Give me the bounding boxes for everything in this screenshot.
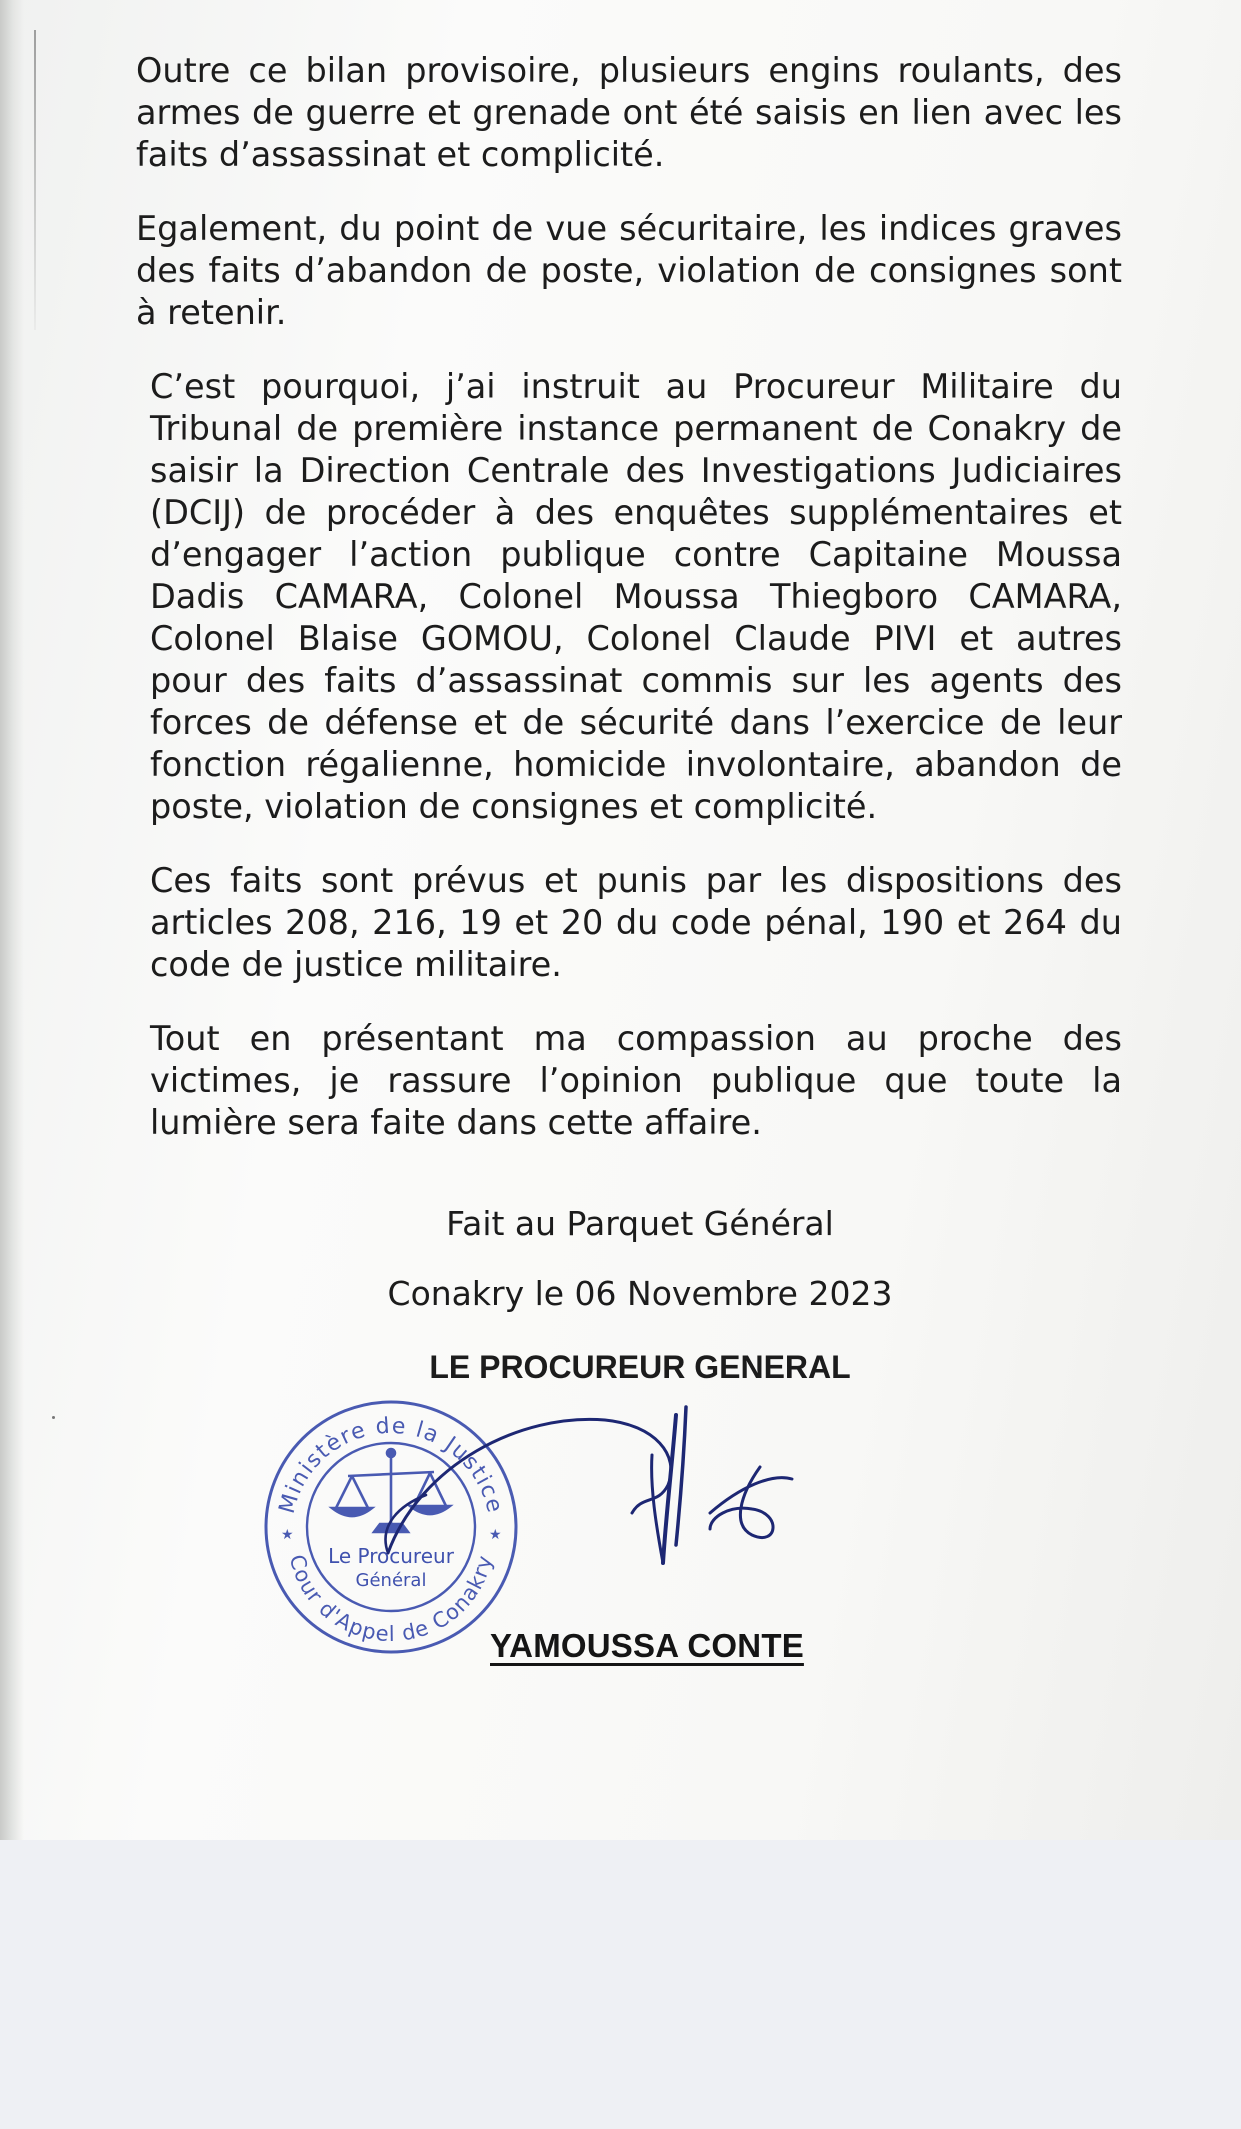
stamp-outer-bottom-text: Cour d'Appel de Conakry [284, 1552, 498, 1647]
signatory-title: LE PROCUREUR GENERAL [429, 1349, 851, 1385]
paragraph-compassion: Tout en présentant ma compassion au proche des victimes, je rassure l’opinion publique que toute la lumière sera faite dans cette affaire. [150, 1019, 1122, 1142]
stamp-inner-line1: Le Procureur [328, 1544, 454, 1568]
handwritten-signature [380, 1395, 800, 1585]
page-edge-line [34, 30, 36, 330]
paragraph-legal-basis: Ces faits sont prévus et punis par les dispositions des articles 208, 216, 19 et 20 du code pénal, 190 et 264 du code de justice militaire. [150, 861, 1122, 984]
paper-speck [52, 1416, 55, 1419]
closing-date: Conakry le 06 Novembre 2023 [387, 1274, 893, 1313]
stamp-outer-top-text: Ministère de la Justice [274, 1413, 508, 1517]
stamp-star-right: ★ [489, 1527, 502, 1543]
closing-place: Fait au Parquet Général [446, 1204, 834, 1243]
stamp-star-left: ★ [281, 1527, 294, 1543]
stamp-inner-line2: Général [355, 1570, 427, 1591]
body-text [136, 50, 1122, 1176]
signatory-name: YAMOUSSA CONTE [490, 1627, 804, 1664]
paragraph-security: Egalement, du point de vue sécuritaire, les indices graves des faits d’abandon de poste, violation de consignes sont à retenir. [136, 209, 1122, 332]
blank-background [0, 1840, 1241, 2129]
page-edge-shadow [0, 0, 24, 1840]
paragraph-seizure: Outre ce bilan provisoire, plusieurs engins roulants, des armes de guerre et grenade ont été saisis en lien avec les faits d’assassinat et complicité. [136, 51, 1122, 174]
paragraph-instruction: C’est pourquoi, j’ai instruit au Procureur Militaire du Tribunal de première instance permanent de Conakry de saisir la Direction Centrale des Investigations Judiciaires (DCIJ) de procéder à des enquêtes supplémentaires et d’engager l’action publique contre Capitaine Moussa Dadis CAMARA, Colonel Moussa Thiegboro CAMARA, Colonel Blaise GOMOU, Colonel Claude PIVI et autres pour des faits d’assassinat commis sur les agents des forces de défense et de sécurité dans l’exercice de leur fonction régalienne, homicide involontaire, abandon de poste, violation de consignes et complicité. [150, 367, 1122, 826]
